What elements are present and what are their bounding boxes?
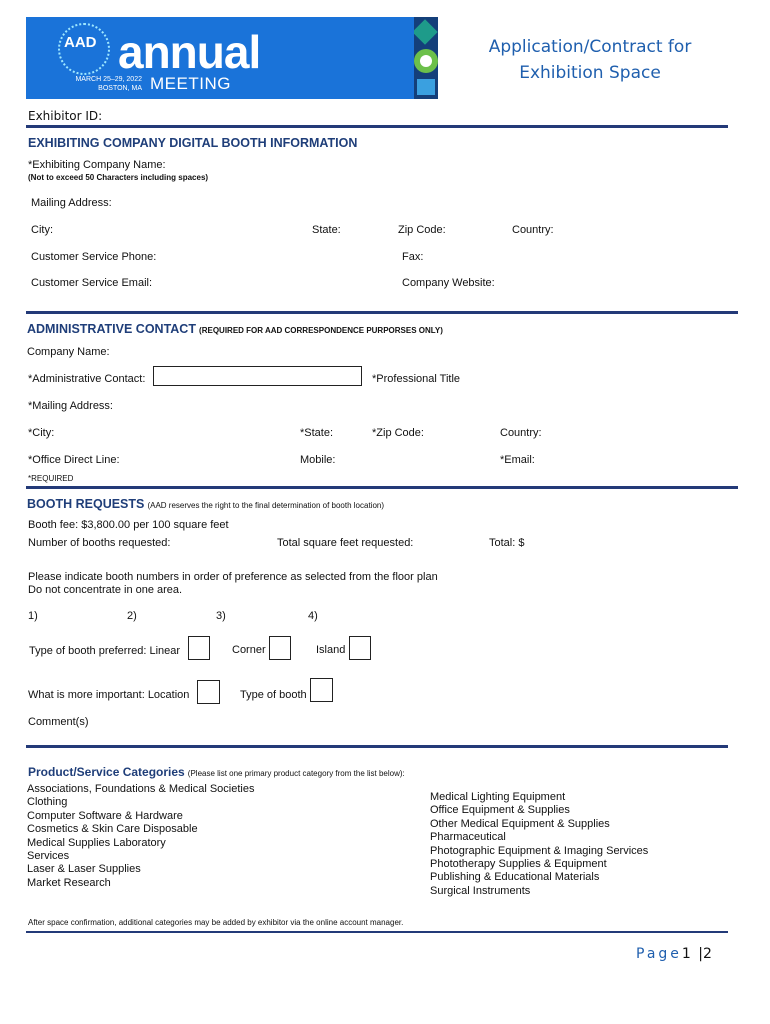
category-item: Clothing <box>27 796 68 809</box>
admin-country-label: Country: <box>500 427 542 439</box>
preference-2-label: 2) <box>127 610 137 622</box>
booth-section-title: BOOTH REQUESTS <box>27 497 145 511</box>
corner-label: Corner <box>232 644 266 656</box>
company-name-label: *Exhibiting Company Name: <box>28 159 166 171</box>
category-item: Market Research <box>27 876 111 889</box>
zip-code-label: Zip Code: <box>398 224 446 236</box>
document-title <box>470 34 710 86</box>
state-label: State: <box>312 224 341 236</box>
logo-dates <box>68 75 142 93</box>
category-item: Other Medical Equipment & Supplies <box>430 817 610 830</box>
location-checkbox[interactable] <box>197 680 220 704</box>
exhibitor-id-label: Exhibitor ID: <box>28 109 103 123</box>
company-name-note: (Not to exceed 50 Characters including spaces) <box>28 173 209 182</box>
inner-circle-shape <box>420 55 432 67</box>
category-item: Photographic Equipment & Imaging Services <box>430 844 649 857</box>
current-page: 1 <box>681 946 691 962</box>
divider <box>26 486 738 489</box>
preference-1-label: 1) <box>28 610 38 622</box>
document-title-line1: Application/Contract for <box>488 37 692 57</box>
mobile-label: Mobile: <box>300 454 336 466</box>
category-item: Services <box>27 850 70 863</box>
city-label: City: <box>31 224 53 236</box>
booth-fee-text: Booth fee: $3,800.00 per 100 square feet <box>28 519 229 531</box>
category-item: Medical Lighting Equipment <box>430 791 566 803</box>
admin-zip-label: *Zip Code: <box>372 427 424 439</box>
type-of-booth-checkbox[interactable] <box>310 678 333 702</box>
fax-label: Fax: <box>402 251 424 263</box>
product-section-header <box>28 765 405 779</box>
island-label: Island <box>316 644 346 656</box>
country-label: Country: <box>512 224 554 236</box>
comments-label: Comment(s) <box>28 716 89 728</box>
aad-annual-meeting-logo <box>26 17 414 99</box>
num-booths-label: Number of booths requested: <box>28 537 171 549</box>
category-item: Surgical Instruments <box>430 884 531 897</box>
category-item: Associations, Foundations & Medical Societies <box>27 783 255 795</box>
page-word: Page <box>636 946 682 962</box>
admin-state-label: *State: <box>300 427 334 439</box>
category-item: Office Equipment & Supplies <box>430 804 570 817</box>
right-category-list <box>430 791 648 898</box>
category-item: Publishing & Educational Materials <box>430 871 600 884</box>
required-note: *REQUIRED <box>28 474 74 483</box>
office-direct-line-label: *Office Direct Line: <box>28 454 120 466</box>
type-of-booth-label: Type of booth <box>240 689 307 701</box>
total-pages: 2 <box>703 946 712 962</box>
preference-4-label: 4) <box>308 610 318 622</box>
company-website-label: Company Website: <box>402 277 495 289</box>
category-item: Cosmetics & Skin Care Disposable <box>27 823 198 836</box>
admin-company-name-label: Company Name: <box>27 346 110 358</box>
total-dollar-label: Total: $ <box>489 537 525 549</box>
divider <box>26 745 728 748</box>
total-sqft-label: Total square feet requested: <box>277 537 414 549</box>
corner-checkbox[interactable] <box>269 636 291 660</box>
logo-aad-text: AAD <box>64 34 97 51</box>
booth-type-label: Type of booth preferred: Linear <box>29 645 181 657</box>
logo-dates-line2: BOSTON, MA <box>98 85 142 92</box>
admin-city-label: *City: <box>28 427 55 439</box>
divider <box>26 311 738 314</box>
category-item: Laser & Laser Supplies <box>27 863 141 876</box>
admin-contact-input[interactable] <box>153 366 362 386</box>
admin-contact-label: *Administrative Contact: <box>28 373 146 385</box>
customer-service-email-label: Customer Service Email: <box>31 277 153 289</box>
page-separator: | <box>698 946 703 962</box>
document-title-line2: Exhibition Space <box>519 63 661 83</box>
category-item: Phototherapy Supplies & Equipment <box>430 858 607 871</box>
admin-section-title: ADMINISTRATIVE CONTACT <box>27 322 196 336</box>
preference-instruction-2: Do not concentrate in one area. <box>28 584 183 596</box>
logo-annual-text: annual <box>118 26 261 78</box>
category-item: Medical Supplies Laboratory <box>27 836 166 849</box>
category-item: Computer Software & Hardware <box>27 809 183 822</box>
left-category-list <box>27 783 254 890</box>
booth-section-note: (AAD reserves the right to the final determination of booth location) <box>147 501 385 510</box>
admin-mailing-address-label: *Mailing Address: <box>28 400 113 412</box>
admin-email-label: *Email: <box>500 454 535 466</box>
square-shape <box>417 79 435 95</box>
admin-section-header <box>27 322 443 336</box>
category-footnote: After space confirmation, additional categories may be added by exhibitor via the online account manager. <box>28 918 404 927</box>
booth-section-header <box>27 497 384 511</box>
admin-section-note: (REQUIRED FOR AAD CORRESPONDENCE PURPORSES ONLY) <box>199 326 443 335</box>
professional-title-label: *Professional Title <box>372 373 461 385</box>
category-item: Pharmaceutical <box>430 831 506 844</box>
island-checkbox[interactable] <box>349 636 371 660</box>
product-section-note: (Please list one primary product category from the list below): <box>187 769 405 778</box>
linear-checkbox[interactable] <box>188 636 210 660</box>
geometric-decoration <box>414 17 438 99</box>
logo-dates-line1: MARCH 25–29, 2022 <box>75 76 142 83</box>
mailing-address-label: Mailing Address: <box>31 197 112 209</box>
page-number <box>636 946 712 962</box>
diamond-shape <box>414 19 438 44</box>
customer-service-phone-label: Customer Service Phone: <box>31 251 157 263</box>
preference-instruction-1: Please indicate booth numbers in order of preference as selected from the floor plan <box>28 571 438 583</box>
divider <box>26 125 728 128</box>
product-section-title: Product/Service Categories <box>28 765 185 779</box>
importance-label: What is more important: Location <box>28 689 190 701</box>
logo-meeting-text: MEETING <box>150 74 231 93</box>
preference-3-label: 3) <box>216 610 226 622</box>
divider <box>26 931 728 933</box>
company-section-title: EXHIBITING COMPANY DIGITAL BOOTH INFORMATION <box>28 136 358 150</box>
